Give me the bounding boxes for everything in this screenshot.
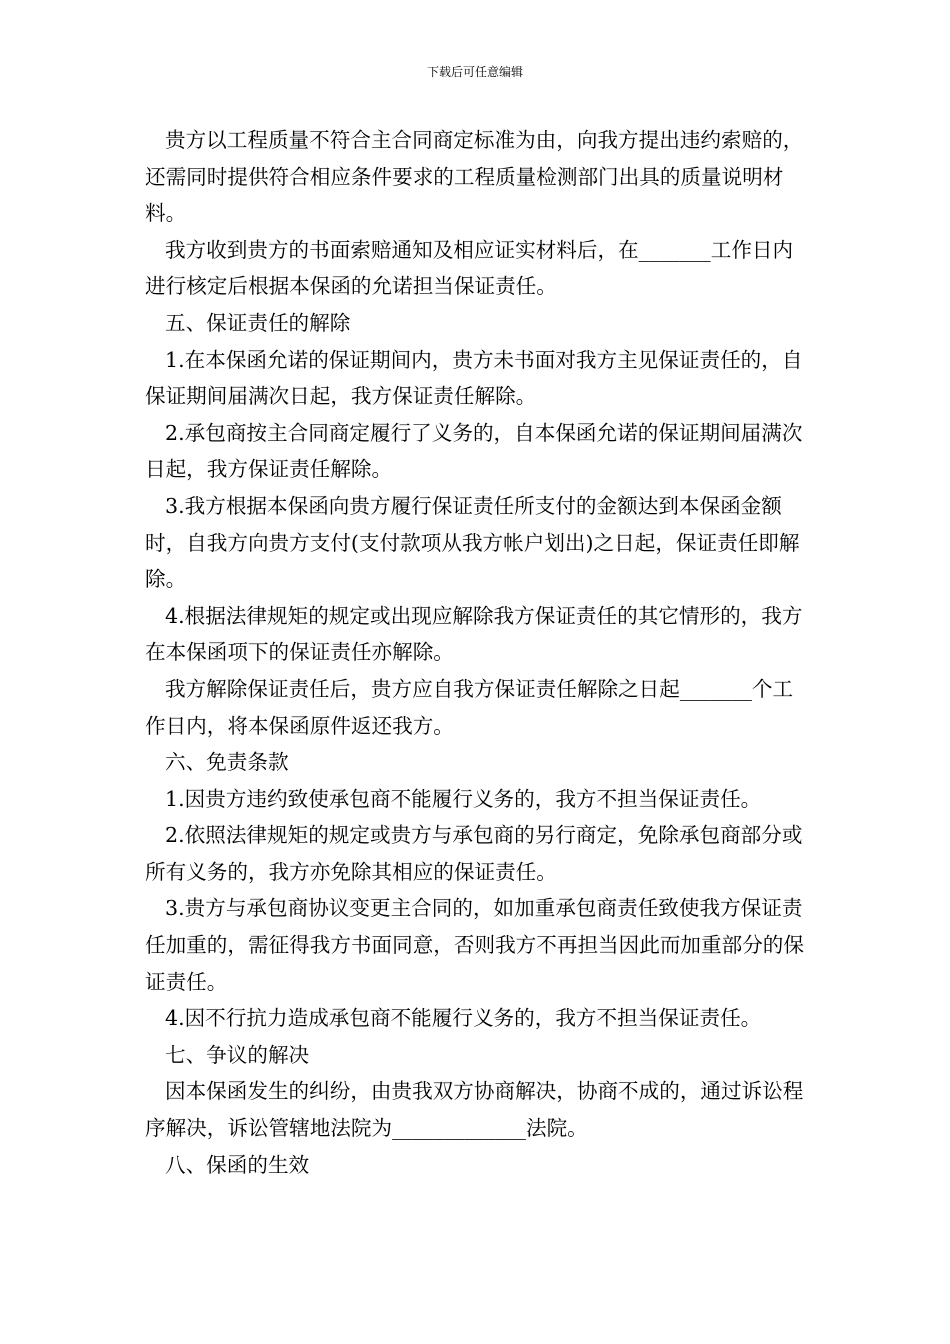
section-heading-6: 六、免责条款 xyxy=(165,750,289,775)
clause-6-3: 3.贵方与承包商协议变更主合同的，如加重承包商责任致使我方保证责任加重的，需征得我方书面同意，否则我方不再担当因此而加重部分的保证责任。 xyxy=(145,896,804,994)
clause-6-1: 1.因贵方违约致使承包商不能履行义务的，我方不担当保证责任。 xyxy=(165,786,762,811)
section-heading-7: 七、争议的解决 xyxy=(165,1042,310,1067)
document-body xyxy=(145,122,813,1183)
paragraph-quality-claim: 贵方以工程质量不符合主合同商定标准为由，向我方提出违约索赔的，还需同时提供符合相应条件要求的工程质量检测部门出具的质量说明材料。 xyxy=(145,128,804,226)
section-heading-8: 八、保函的生效 xyxy=(165,1152,310,1177)
section-heading-5: 五、保证责任的解除 xyxy=(165,310,351,335)
paragraph-claim-review: 我方收到贵方的书面索赔通知及相应证实材料后，在_______工作日内进行核定后根据本保函的允诺担当保证责任。 xyxy=(145,237,794,299)
paragraph-dispute: 因本保函发生的纠纷，由贵我双方协商解决，协商不成的，通过诉讼程序解决，诉讼管辖地法院为_____________法院。 xyxy=(145,1079,804,1141)
page-header: 下载后可任意编辑 xyxy=(426,65,523,79)
clause-5-2: 2.承包商按主合同商定履行了义务的，自本保函允诺的保证期间届满次日起，我方保证责任解除。 xyxy=(145,420,803,482)
paragraph-return-original: 我方解除保证责任后，贵方应自我方保证责任解除之日起_______个工作日内，将本保函原件返还我方。 xyxy=(145,676,794,738)
clause-5-3: 3.我方根据本保函向贵方履行保证责任所支付的金额达到本保函金额时，自我方向贵方支付(支付款项从我方帐户划出)之日起，保证责任即解除。 xyxy=(145,493,800,592)
clause-6-2: 2.依照法律规矩的规定或贵方与承包商的另行商定，免除承包商部分或所有义务的，我方亦免除其相应的保证责任。 xyxy=(145,823,803,884)
clause-5-1: 1.在本保函允诺的保证期间内，贵方未书面对我方主见保证责任的，自保证期间届满次日起，我方保证责任解除。 xyxy=(145,347,803,409)
clause-6-4: 4.因不行抗力造成承包商不能履行义务的，我方不担当保证责任。 xyxy=(165,1006,762,1031)
clause-5-4: 4.根据法律规矩的规定或出现应解除我方保证责任的其它情形的，我方在本保函项下的保证责任亦解除。 xyxy=(145,603,803,665)
